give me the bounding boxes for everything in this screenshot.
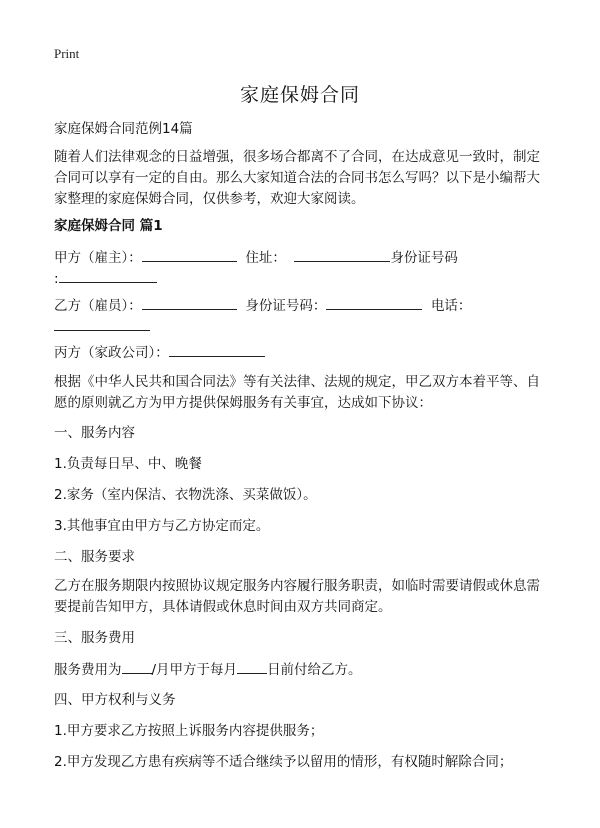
party-b-line [54, 294, 549, 317]
party-a-address-label: 住址： [245, 250, 286, 266]
party-b-name-blank [142, 294, 237, 310]
party-c-line [54, 341, 549, 364]
list-item: 1.甲方要求乙方按照上诉服务内容提供服务； [54, 723, 324, 739]
party-a-id-colon: : [54, 271, 59, 287]
fee-line [54, 658, 549, 681]
section-2-paragraph: 乙方在服务期限内按照协议规定服务内容履行服务职责，如临时需要请假或休息需要提前告知甲方，具体请假或休息时间由双方共同商定。 [54, 578, 540, 615]
party-b-label: 乙方（雇员）： [54, 298, 142, 314]
section-3-heading: 三、服务费用 [54, 630, 135, 646]
party-b-id-label: 身份证号码： [245, 298, 327, 314]
section-heading-1: 家庭保姆合同 篇1 [54, 218, 163, 234]
basis-paragraph: 根据《中华人民共和国合同法》等有关法律、法规的规定，甲乙双方本着平等、自愿的原则就乙方为甲方提供保姆服务有关事宜，达成如下协议： [54, 374, 540, 411]
list-item: 3.其他事宜由甲方与乙方协定而定。 [54, 518, 270, 534]
party-b-phone-label: 电话： [430, 298, 472, 314]
document-title: 家庭保姆合同 [239, 84, 360, 106]
intro-paragraph: 随着人们法律观念的日益增强，很多场合都离不了合同，在达成意见一致时，制定合同可以享有一定的自由。那么大家知道合法的合同书怎么写吗？以下是小编帮大家整理的家庭保姆合同，仅供参考，欢迎大家阅读。 [54, 149, 540, 207]
party-c-label: 丙方（家政公司）： [54, 345, 169, 361]
section-4-heading: 四、甲方权利与义务 [54, 692, 176, 708]
print-link[interactable]: Print [54, 46, 80, 61]
section-1-heading: 一、服务内容 [54, 425, 135, 441]
party-a-id-label: 身份证号码 [390, 250, 458, 266]
party-b-phone-line [54, 315, 549, 338]
fee-text-3: 日前付给乙方。 [267, 662, 362, 678]
party-a-id-line [54, 267, 549, 290]
party-a-name-blank [142, 246, 237, 262]
fee-day-blank [237, 658, 267, 674]
fee-text-1: 服务费用为 [54, 662, 122, 678]
party-a-label: 甲方（雇主）： [54, 250, 142, 266]
list-item: 2.家务（室内保洁、衣物洗涤、买菜做饭）。 [54, 487, 317, 503]
list-item: 1.负责每日早、中、晚餐 [54, 456, 202, 472]
party-b-phone-blank [54, 315, 150, 331]
list-item: 2.甲方发现乙方患有疾病等不适合继续予以留用的情形，有权随时解除合同； [54, 754, 513, 770]
party-a-line [54, 246, 549, 269]
party-c-blank [169, 341, 265, 357]
document-subtitle: 家庭保姆合同范例14篇 [54, 121, 193, 137]
party-a-address-blank [294, 246, 390, 262]
section-2-heading: 二、服务要求 [54, 549, 135, 565]
party-b-id-blank [326, 294, 422, 310]
party-a-id-blank [59, 267, 157, 283]
fee-amount-blank [122, 658, 152, 674]
fee-text-2: /月甲方于每月 [151, 662, 238, 678]
